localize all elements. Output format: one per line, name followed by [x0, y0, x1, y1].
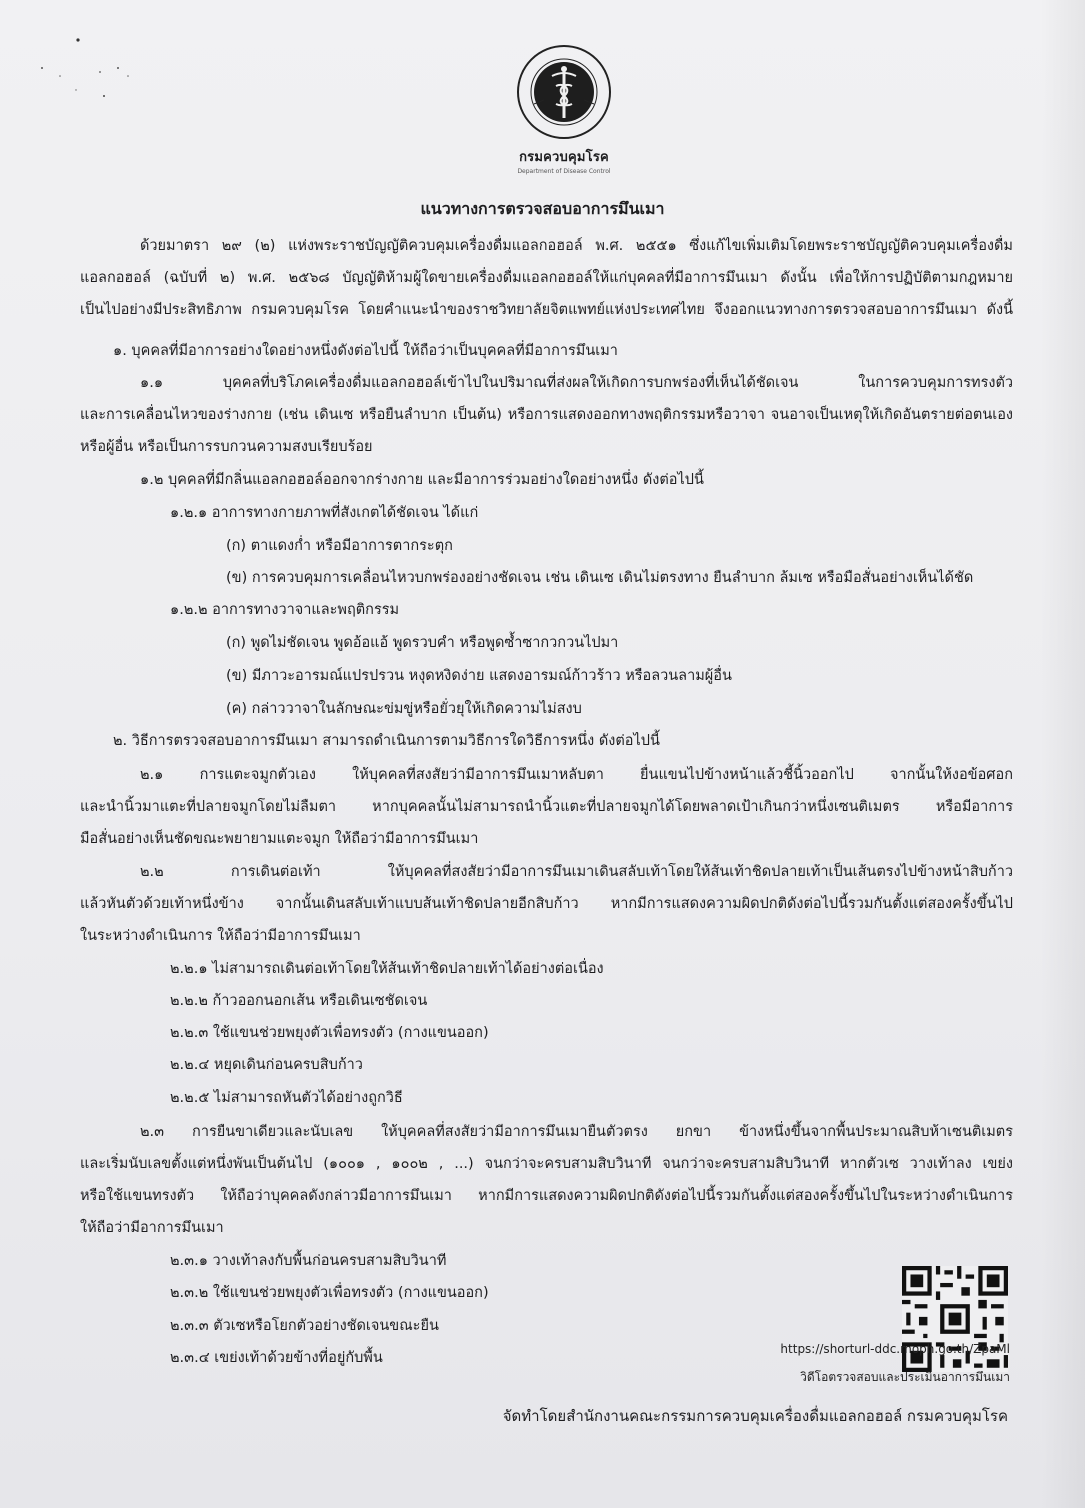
list-item: ๒.๒.๓ ใช้แขนช่วยพยุงตัวเพื่อทรงตัว (กางแขนออก) [170, 1025, 489, 1041]
qr-url[interactable]: https://shorturl-ddc.moph.go.th/ZpaMl [780, 1342, 1010, 1356]
list-item: ๒.๓.๑ วางเท้าลงกับพื้นก่อนครบสามสิบวินาที [170, 1253, 447, 1269]
list-item: ๒.๓.๒ ใช้แขนช่วยพยุงตัวเพื่อทรงตัว (กางแขนออก) [170, 1285, 489, 1301]
list-item: ๒.๓.๔ เขย่งเท้าด้วยข้างที่อยู่กับพื้น [170, 1350, 383, 1366]
qr-code-icon[interactable] [902, 1266, 1008, 1372]
section-2-3-line: หรือใช้แขนทรงตัว ให้ถือว่าบุคคลดังกล่าวมีอาการมึนเมา หากมีการแสดงความผิดปกติดังต่อไปนี้รวมกันตั้งแต่สองครั้งขึ้นไปในระหว่างดำเนินการ [80, 1188, 1013, 1204]
list-item: (ข) การควบคุมการเคลื่อนไหวบกพร่องอย่างชัดเจน เช่น เดินเซ เดินไม่ตรงทาง ยืนลำบาก ล้มเซ หรือมือสั่นอย่างเห็นได้ชัด [226, 570, 974, 586]
section-2-3-line: และเริ่มนับเลขตั้งแต่หนึ่งพันเป็นต้นไป (๑๐๐๑ , ๑๐๐๒ , ...) จนกว่าจะครบสามสิบวินาที จนกว่าจะครบสามสิบวินาที หากตัวเซ วางเท้าลง เขย่ง [80, 1156, 1013, 1172]
paper-specks [30, 30, 150, 120]
list-item: ๒.๒.๒ ก้าวออกนอกเส้น หรือเดินเซชัดเจน [170, 993, 428, 1009]
list-item: ๒.๒.๕ ไม่สามารถหันตัวได้อย่างถูกวิธี [170, 1090, 403, 1106]
ministry-seal-icon [514, 42, 614, 142]
qr-caption: วิดีโอตรวจสอบและประเมินอาการมึนเมา [800, 1370, 1010, 1384]
section-2-heading: ๒. วิธีการตรวจสอบอาการมึนเมา สามารถดำเนินการตามวิธีการใดวิธีการหนึ่ง ดังต่อไปนี้ [113, 733, 660, 749]
section-1-heading: ๑. บุคคลที่มีอาการอย่างใดอย่างหนึ่งดังต่อไปนี้ ให้ถือว่าเป็นบุคคลที่มีอาการมึนเมา [113, 343, 618, 359]
section-2-1-line: และนำนิ้วมาแตะที่ปลายจมูกโดยไม่ลืมตา หากบุคคลนั้นไม่สามารถนำนิ้วแตะที่ปลายจมูกได้โดยพลาดเป้าเกินกว่าหนึ่งเซนติเมตร หรือมีอาการ [80, 799, 1013, 815]
list-item: ๒.๓.๓ ตัวเซหรือโยกตัวอย่างชัดเจนขณะยืน [170, 1318, 439, 1334]
ministry-logo [510, 42, 618, 175]
section-2-2-line: ๒.๒ การเดินต่อเท้า ให้บุคคลที่สงสัยว่ามีอาการมึนเมาเดินสลับเท้าโดยให้ส้นเท้าชิดปลายเท้าเป็นเส้นตรงไปข้างหน้าสิบก้าว [140, 864, 1013, 880]
section-2-3-line: ๒.๓ การยืนขาเดียวและนับเลข ให้บุคคลที่สงสัยว่ามีอาการมึนเมายืนตัวตรง ยกขา ข้างหนึ่งขึ้นจากพื้นประมาณสิบห้าเซนติเมตร [140, 1124, 1013, 1140]
list-item: ๒.๒.๑ ไม่สามารถเดินต่อเท้าโดยให้ส้นเท้าชิดปลายเท้าได้อย่างต่อเนื่อง [170, 961, 604, 977]
section-2-1-line: ๒.๑ การแตะจมูกตัวเอง ให้บุคคลที่สงสัยว่ามีอาการมึนเมาหลับตา ยื่นแขนไปข้างหน้าแล้วชี้นิ้วออกไป จากนั้นให้งอข้อศอก [140, 767, 1013, 783]
department-name-english: Department of Disease Control [517, 168, 611, 175]
section-1-1-line: หรือผู้อื่น หรือเป็นการรบกวนความสงบเรียบร้อย [80, 439, 373, 455]
section-1-2-1-heading: ๑.๒.๑ อาการทางกายภาพที่สังเกตได้ชัดเจน ได้แก่ [170, 505, 479, 521]
list-item: ๒.๒.๔ หยุดเดินก่อนครบสิบก้าว [170, 1057, 363, 1073]
section-2-2-line: ในระหว่างดำเนินการ ให้ถือว่ามีอาการมึนเมา [80, 928, 361, 944]
section-1-1-line: และการเคลื่อนไหวของร่างกาย (เช่น เดินเซ หรือยืนลำบาก เป็นต้น) หรือการแสดงออกทางพฤติกรรมหรือวาจา จนอาจเป็นเหตุให้เกิดอันตรายต่อตนเอง [80, 407, 1013, 423]
intro-line: แอลกอฮอล์ (ฉบับที่ ๒) พ.ศ. ๒๕๖๘ บัญญัติห้ามผู้ใดขายเครื่องดื่มแอลกอฮอล์ให้แก่บุคคลที่มีอาการมึนเมา ดังนั้น เพื่อให้การปฏิบัติตามกฎหมาย [80, 270, 1013, 286]
list-item: (ข) มีภาวะอารมณ์แปรปรวน หงุดหงิดง่าย แสดงอารมณ์ก้าวร้าว หรือลวนลามผู้อื่น [226, 668, 732, 684]
document-title: แนวทางการตรวจสอบอาการมึนเมา [420, 199, 665, 218]
list-item: (ค) กล่าววาจาในลักษณะข่มขู่หรือยั่วยุให้เกิดความไม่สงบ [226, 701, 582, 717]
section-1-2-2-heading: ๑.๒.๒ อาการทางวาจาและพฤติกรรม [170, 602, 400, 618]
section-1-1-line: ๑.๑ บุคคลที่บริโภคเครื่องดื่มแอลกอฮอล์เข้าไปในปริมาณที่ส่งผลให้เกิดการบกพร่องที่เห็นได้ชัดเจน ในการควบคุมการทรงตัว [140, 375, 1013, 391]
section-2-3-line: ให้ถือว่ามีอาการมึนเมา [80, 1220, 224, 1236]
list-item: (ก) พูดไม่ชัดเจน พูดอ้อแอ้ พูดรวบคำ หรือพูดซ้ำซากวกวนไปมา [226, 635, 619, 651]
department-name-thai: กรมควบคุมโรค [519, 150, 609, 165]
footer-credit: จัดทำโดยสำนักงานคณะกรรมการควบคุมเครื่องดื่มแอลกอฮอล์ กรมควบคุมโรค [502, 1407, 1008, 1425]
intro-line: เป็นไปอย่างมีประสิทธิภาพ กรมควบคุมโรค โดยคำแนะนำของราชวิทยาลัยจิตแพทย์แห่งประเทศไทย จึงออกแนวทางการตรวจสอบอาการมึนเมา ดังนี้ [80, 302, 1013, 318]
section-2-2-line: แล้วหันตัวด้วยเท้าหนึ่งข้าง จากนั้นเดินสลับเท้าแบบส้นเท้าชิดปลายอีกสิบก้าว หากมีการแสดงความผิดปกติดังต่อไปนี้รวมกันตั้งแต่สองครั้งขึ้นไป [80, 896, 1013, 912]
section-2-1-line: มือสั่นอย่างเห็นชัดขณะพยายามแตะจมูก ให้ถือว่ามีอาการมึนเมา [80, 831, 479, 847]
intro-line: ด้วยมาตรา ๒๙ (๒) แห่งพระราชบัญญัติควบคุมเครื่องดื่มแอลกอฮอล์ พ.ศ. ๒๕๕๑ ซึ่งแก้ไขเพิ่มเติมโดยพระราชบัญญัติควบคุมเครื่องดื่ม [140, 238, 1013, 254]
list-item: (ก) ตาแดงก่ำ หรือมีอาการตากระตุก [226, 538, 453, 554]
section-1-2-heading: ๑.๒ บุคคลที่มีกลิ่นแอลกอฮอล์ออกจากร่างกาย และมีอาการร่วมอย่างใดอย่างหนึ่ง ดังต่อไปนี้ [140, 472, 704, 488]
